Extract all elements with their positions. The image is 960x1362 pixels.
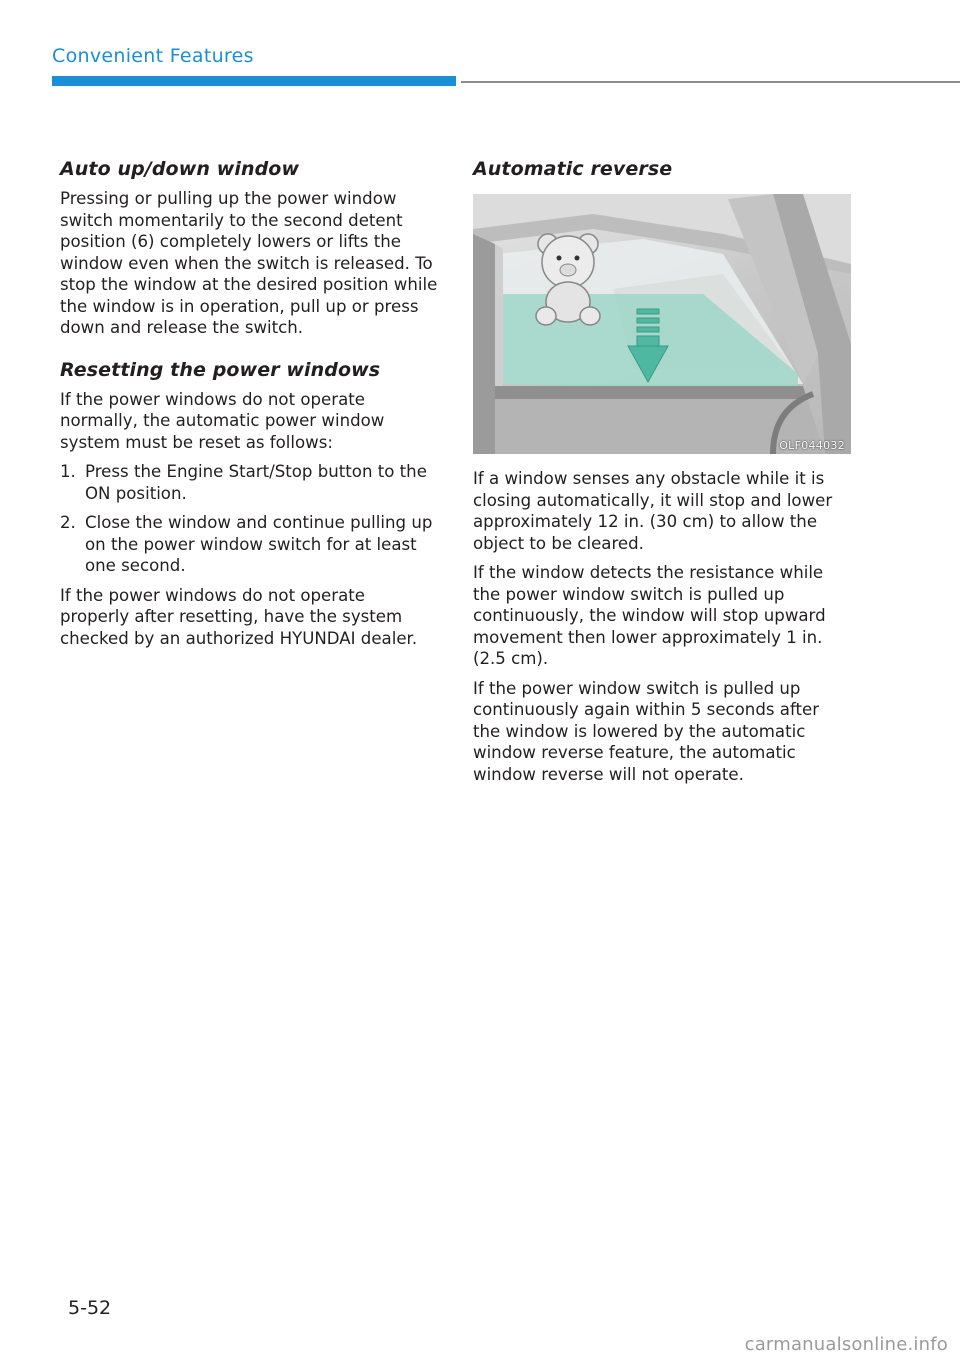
paragraph-reverse-2: If the window detects the resistance while the power window switch is pulled up continuously, the window will stop upward movement then lower approximately 1 in. (2.5 cm). [473, 563, 826, 668]
paragraph-reverse-1: If a window senses any obstacle while it is closing automatically, it will stop and lower approximately 12 in. (30 cm) to allow the object to be cleared. [473, 469, 833, 553]
watermark: carmanualsonline.info [744, 1334, 948, 1355]
list-item [60, 512, 438, 577]
car-window-drawing [473, 194, 851, 454]
section-title: Convenient Features [52, 45, 254, 67]
list-item [60, 461, 438, 504]
header-accent-bar [52, 76, 456, 86]
left-column [60, 158, 438, 657]
step-text: Close the window and continue pulling up on the power window switch for at least one second. [85, 513, 433, 575]
heading-automatic-reverse: Automatic reverse [473, 158, 673, 180]
heading-auto-up-down: Auto up/down window [60, 158, 300, 180]
step-number: 1. [60, 462, 76, 481]
heading-resetting: Resetting the power windows [60, 358, 381, 381]
figure-code: OLF044032 [779, 439, 845, 452]
header-rule [461, 81, 960, 83]
paragraph-reset-after: If the power windows do not operate properly after resetting, have the system checked by an authorized HYUNDAI dealer. [60, 585, 418, 648]
paragraph-reverse-3: If the power window switch is pulled up continuously again within 5 seconds after the window is lowered by the automatic window reverse feature, the automatic window reverse will not operate. [473, 678, 820, 784]
paragraph-reset-intro: If the power windows do not operate normally, the automatic power window system must be reset as follows: [60, 389, 385, 452]
paragraph-auto-up-down: Pressing or pulling up the power window switch momentarily to the second detent position (6) completely lowers or lifts the window even when the switch is released. To stop the window at the desired position while the window is in operation, pull up or press down and release the switch. [60, 189, 438, 337]
step-number: 2. [60, 513, 76, 532]
right-column [473, 158, 851, 793]
page-number: 5-52 [68, 1297, 112, 1319]
reset-steps-list [60, 461, 438, 577]
step-text: Press the Engine Start/Stop button to the ON position. [85, 462, 427, 503]
automatic-reverse-illustration [473, 194, 851, 454]
